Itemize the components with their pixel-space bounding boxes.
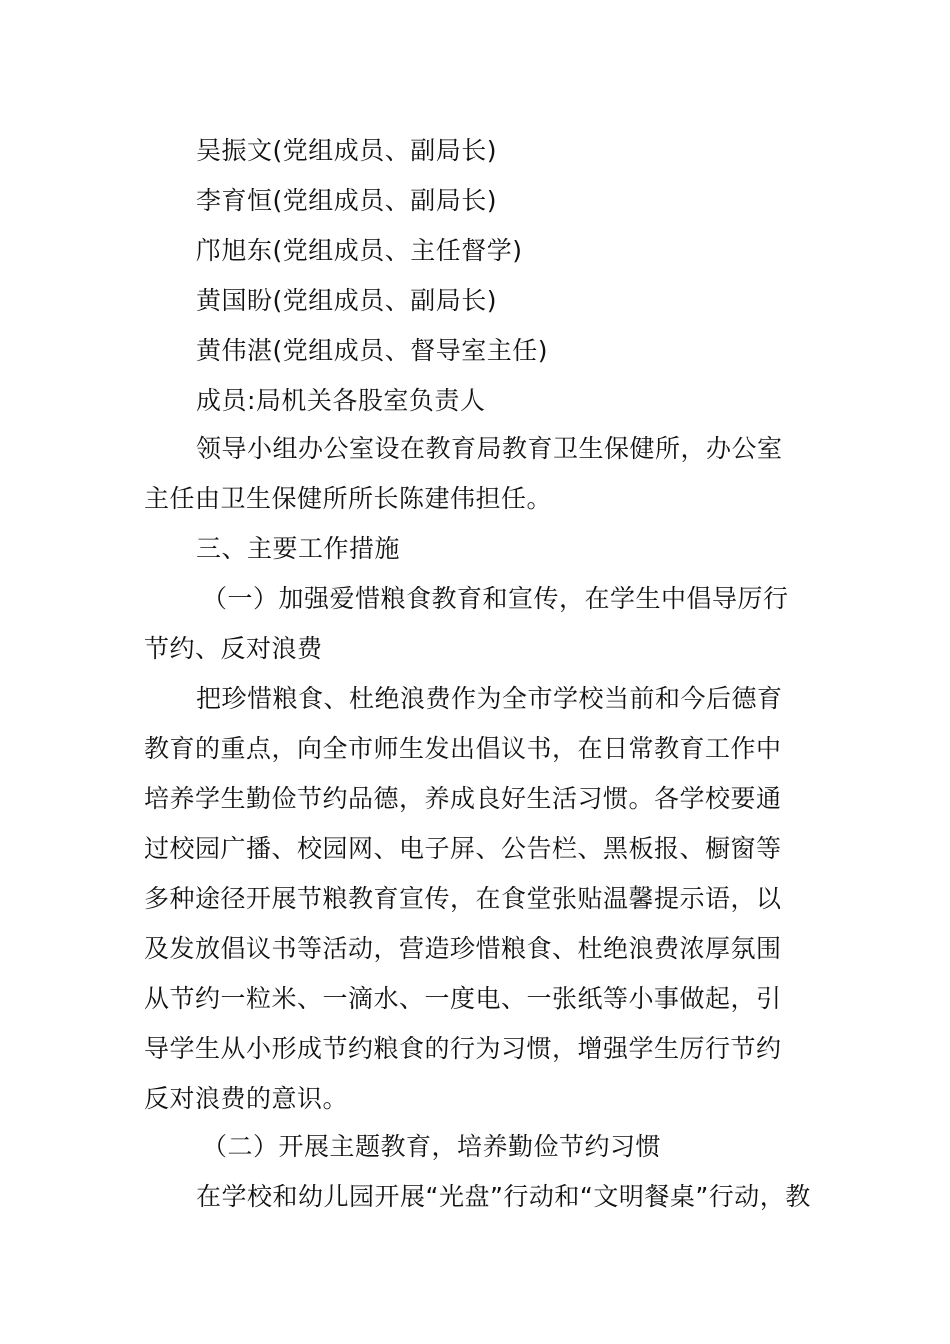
member-line-5: 黄伟湛(党组成员、督导室主任): [196, 336, 549, 365]
subsection-2-para-line-1: 在学校和幼儿园开展“光盘”行动和“文明餐桌”行动，教: [196, 1182, 811, 1211]
para-line-9: 反对浪费的意识。: [144, 1084, 349, 1113]
para-line-5: 多种途径开展节粮教育宣传，在食堂张贴温馨提示语，以: [144, 884, 782, 913]
member-line-1: 吴振文(党组成员、副局长): [196, 136, 498, 165]
para-line-6: 及发放倡议书等活动，营造珍惜粮食、杜绝浪费浓厚氛围: [144, 934, 782, 963]
para-line-2: 教育的重点，向全市师生发出倡议书，在日常教育工作中: [144, 734, 782, 763]
members-line: 成员:局机关各股室负责人: [196, 386, 486, 415]
office-para-line-1: 领导小组办公室设在教育局教育卫生保健所，办公室: [196, 434, 783, 463]
para-line-1: 把珍惜粮食、杜绝浪费作为全市学校当前和今后德育: [196, 684, 783, 713]
member-line-4: 黄国盼(党组成员、副局长): [196, 286, 498, 315]
para-line-4: 过校园广播、校园网、电子屏、公告栏、黑板报、橱窗等: [144, 834, 782, 863]
member-line-3: 邝旭东(党组成员、主任督学): [196, 236, 523, 265]
office-para-line-2: 主任由卫生保健所所长陈建伟担任。: [144, 484, 553, 513]
section-heading: 三、主要工作措施: [196, 534, 401, 563]
para-line-7: 从节约一粒米、一滴水、一度电、一张纸等小事做起，引: [144, 984, 782, 1013]
para-line-3: 培养学生勤俭节约品德，养成良好生活习惯。各学校要通: [144, 784, 782, 813]
subsection-1-heading-line-1: （一）加强爱惜粮食教育和宣传，在学生中倡导厉行: [202, 584, 789, 613]
member-line-2: 李育恒(党组成员、副局长): [196, 186, 498, 215]
para-line-8: 导学生从小形成节约粮食的行为习惯，增强学生厉行节约: [144, 1034, 782, 1063]
subsection-1-heading-line-2: 节约、反对浪费: [144, 634, 323, 663]
subsection-2-heading: （二）开展主题教育，培养勤俭节约习惯: [202, 1132, 662, 1161]
